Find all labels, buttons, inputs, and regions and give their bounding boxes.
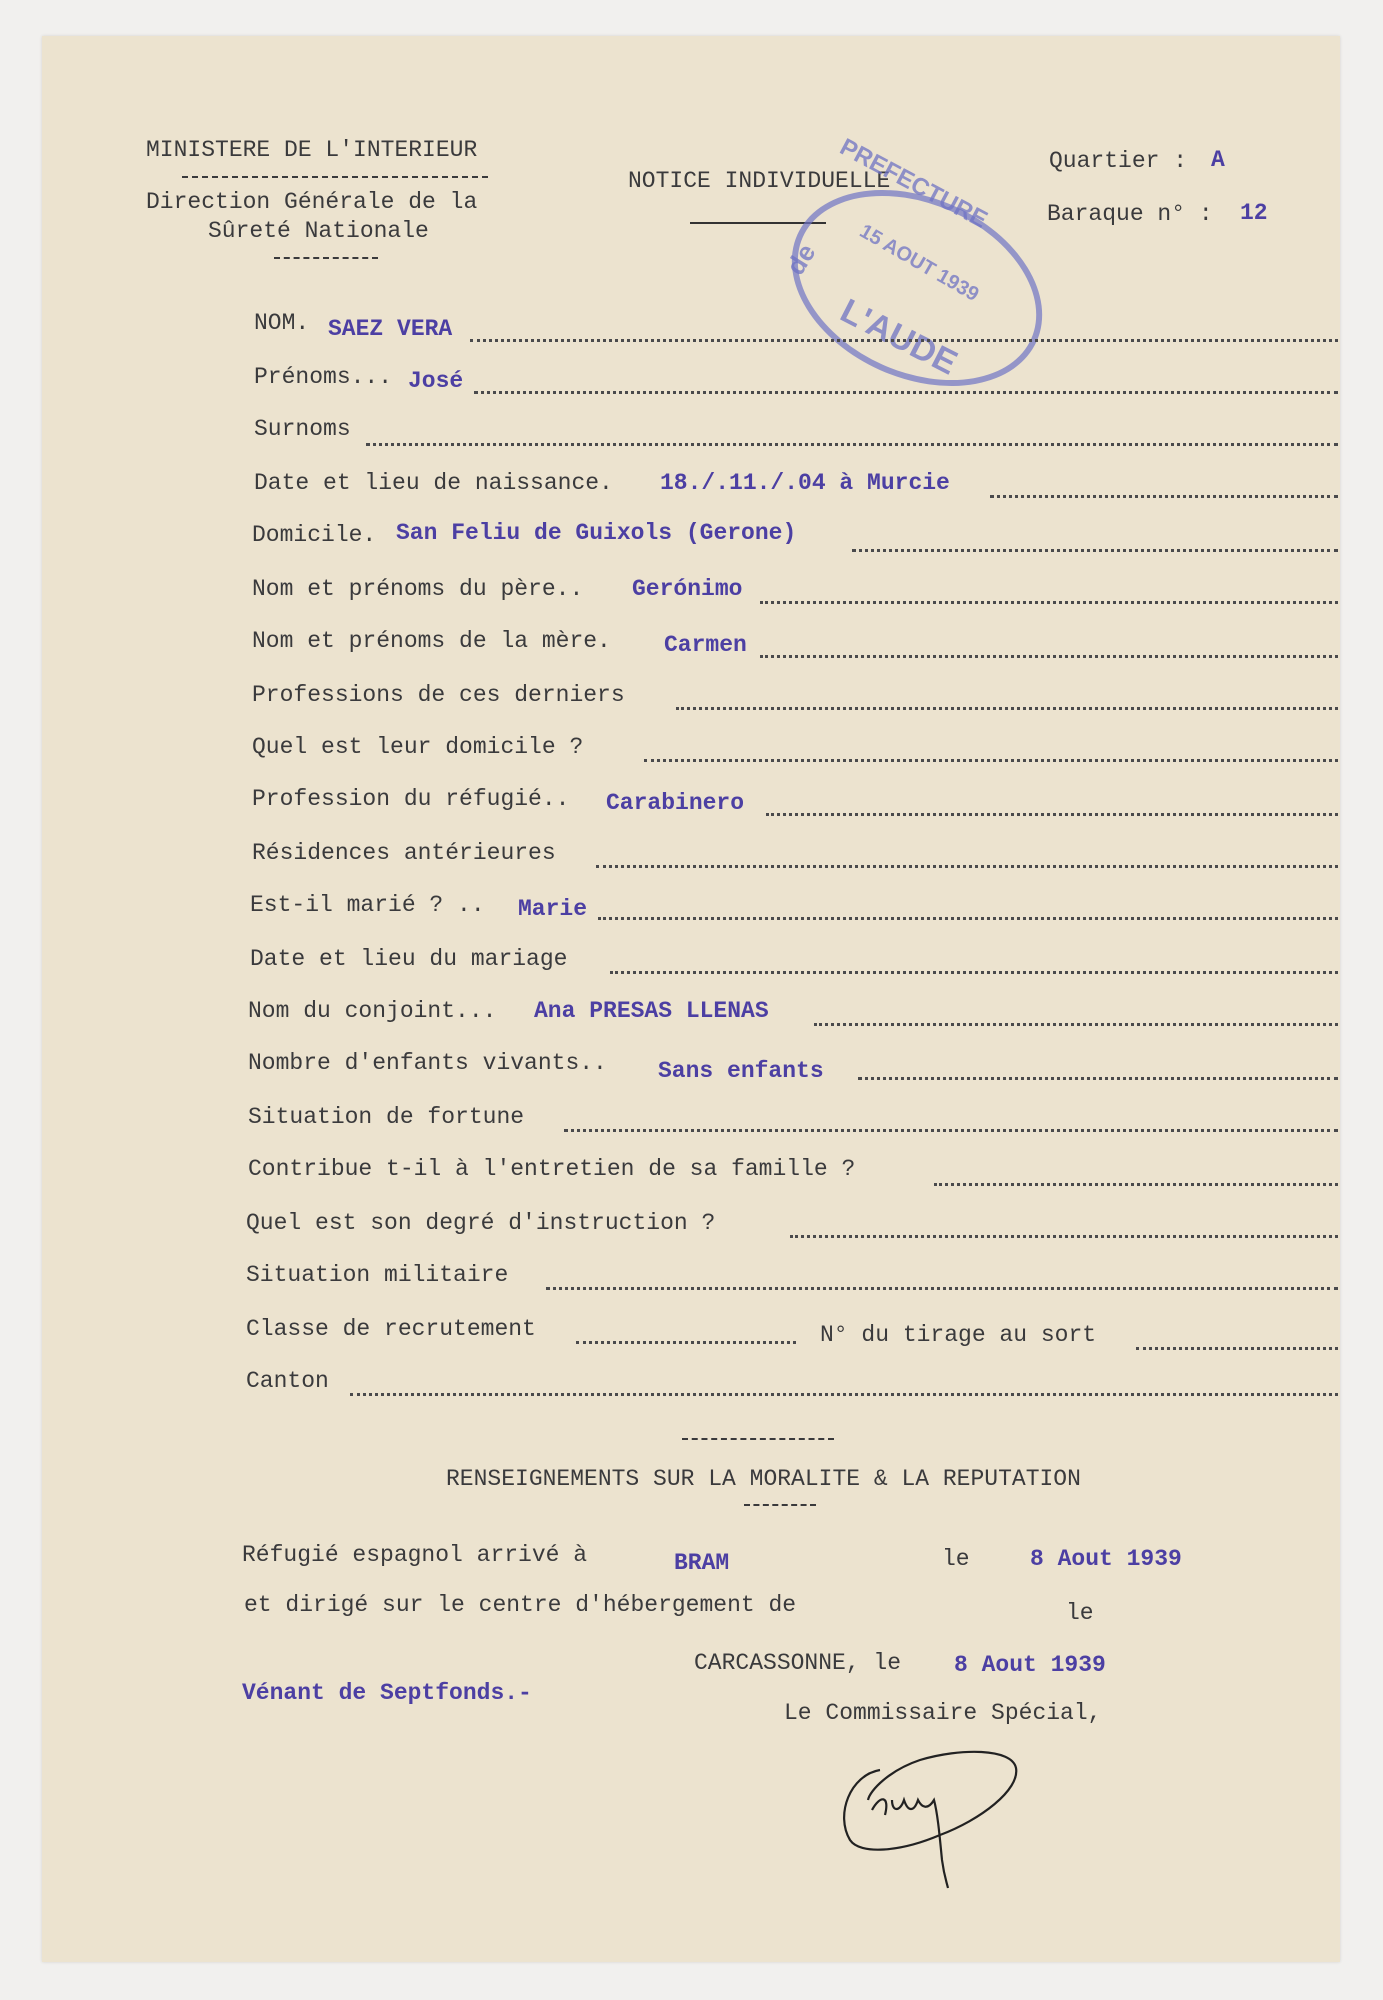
direction-line-1: Direction Générale de la <box>146 189 478 215</box>
field-domicile-value: San Feliu de Guixols (Gerone) <box>396 520 797 546</box>
stamp-text-bottom: L'AUDE <box>834 291 964 383</box>
field-professions-parents-label: Professions de ces derniers <box>252 682 625 708</box>
dotted-line <box>990 492 1338 498</box>
dotted-line <box>766 810 1338 816</box>
le-label-2: le <box>1066 1600 1094 1626</box>
form-title: NOTICE INDIVIDUELLE <box>628 168 891 194</box>
field-nom-value: SAEZ VERA <box>328 316 453 342</box>
field-fortune-label: Situation de fortune <box>248 1104 525 1130</box>
field-prenoms-label: Prénoms... <box>254 364 393 390</box>
dotted-line <box>814 1020 1338 1026</box>
divider <box>744 1504 816 1506</box>
sign-date: 8 Aout 1939 <box>954 1652 1106 1678</box>
dotted-line <box>564 1126 1338 1132</box>
field-canton-label: Canton <box>246 1368 329 1394</box>
field-profession-label: Profession du réfugié.. <box>252 786 570 812</box>
dotted-line <box>366 440 1338 446</box>
commissaire-label: Le Commissaire Spécial, <box>784 1700 1102 1726</box>
field-domicile-label: Domicile. <box>252 522 377 548</box>
field-conjoint-label: Nom du conjoint... <box>248 998 497 1024</box>
field-militaire-label: Situation militaire <box>246 1262 509 1288</box>
field-conjoint-value: Ana PRESAS LLENAS <box>534 998 769 1024</box>
dotted-line <box>852 546 1338 552</box>
dotted-line <box>858 1074 1338 1080</box>
divider <box>682 1438 834 1440</box>
venant-text: Vénant de Septfonds.- <box>242 1680 532 1706</box>
arrive-date: 8 Aout 1939 <box>1030 1546 1182 1572</box>
field-entretien-label: Contribue t-il à l'entretien de sa famille ? <box>248 1156 856 1182</box>
dotted-line <box>644 756 1338 762</box>
field-marie-value: Marie <box>518 896 588 922</box>
dotted-line <box>760 652 1338 658</box>
direction-line-2: Sûreté Nationale <box>208 218 429 244</box>
field-surnoms-label: Surnoms <box>254 416 351 442</box>
dotted-line <box>760 598 1338 604</box>
dotted-line <box>598 914 1338 920</box>
quartier-label: Quartier : <box>1049 148 1188 174</box>
field-pere-label: Nom et prénoms du père.. <box>252 576 584 602</box>
field-naissance-value: 18./.11./.04 à Murcie <box>660 470 950 496</box>
dotted-line <box>350 1390 1338 1396</box>
ministry-name: MINISTERE DE L'INTERIEUR <box>146 137 478 163</box>
section-title: RENSEIGNEMENTS SUR LA MORALITE & LA REPUTATION <box>446 1466 1081 1492</box>
field-profession-value: Carabinero <box>606 790 745 816</box>
stamp-text-de: de <box>779 238 822 281</box>
field-naissance-label: Date et lieu de naissance. <box>254 470 613 496</box>
signature <box>830 1740 1030 1890</box>
field-marie-label: Est-il marié ? .. <box>250 892 485 918</box>
dotted-line <box>676 704 1338 710</box>
dotted-line <box>546 1284 1338 1290</box>
divider <box>274 257 378 259</box>
tirage-label: N° du tirage au sort <box>820 1322 1097 1348</box>
baraque-label: Baraque n° : <box>1047 201 1213 227</box>
field-enfants-value: Sans enfants <box>658 1058 824 1084</box>
field-instruction-label: Quel est son degré d'instruction ? <box>246 1210 716 1236</box>
baraque-value: 12 <box>1240 200 1268 226</box>
dotted-line <box>596 862 1338 868</box>
le-label-1: le <box>942 1546 970 1572</box>
field-nom-label: NOM. <box>254 310 310 336</box>
city-date-label: CARCASSONNE, le <box>694 1650 902 1676</box>
field-pere-value: Gerónimo <box>632 576 743 602</box>
quartier-value: A <box>1211 147 1225 173</box>
field-classe-label: Classe de recrutement <box>246 1316 536 1342</box>
arrive-text: Réfugié espagnol arrivé à <box>242 1542 588 1568</box>
field-mere-label: Nom et prénoms de la mère. <box>252 628 611 654</box>
stamp-date: 15 AOUT 1939 <box>855 220 983 307</box>
field-residences-label: Résidences antérieures <box>252 840 556 866</box>
dotted-line <box>790 1232 1338 1238</box>
dotted-line <box>474 388 1338 394</box>
dotted-line <box>470 336 1338 342</box>
field-prenoms-value: José <box>408 368 464 394</box>
dotted-line <box>576 1338 796 1344</box>
field-domicile-parents-label: Quel est leur domicile ? <box>252 734 584 760</box>
dotted-line <box>610 968 1338 974</box>
arrive-place: BRAM <box>674 1550 730 1576</box>
divider <box>182 176 488 178</box>
field-mere-value: Carmen <box>664 632 747 658</box>
field-enfants-label: Nombre d'enfants vivants.. <box>248 1050 607 1076</box>
stamp-text-top: PREFECTURE <box>835 133 992 234</box>
dotted-line <box>934 1180 1338 1186</box>
field-mariage-label: Date et lieu du mariage <box>250 946 568 972</box>
dirige-text: et dirigé sur le centre d'hébergement de <box>244 1592 797 1618</box>
dotted-line <box>1136 1344 1338 1350</box>
